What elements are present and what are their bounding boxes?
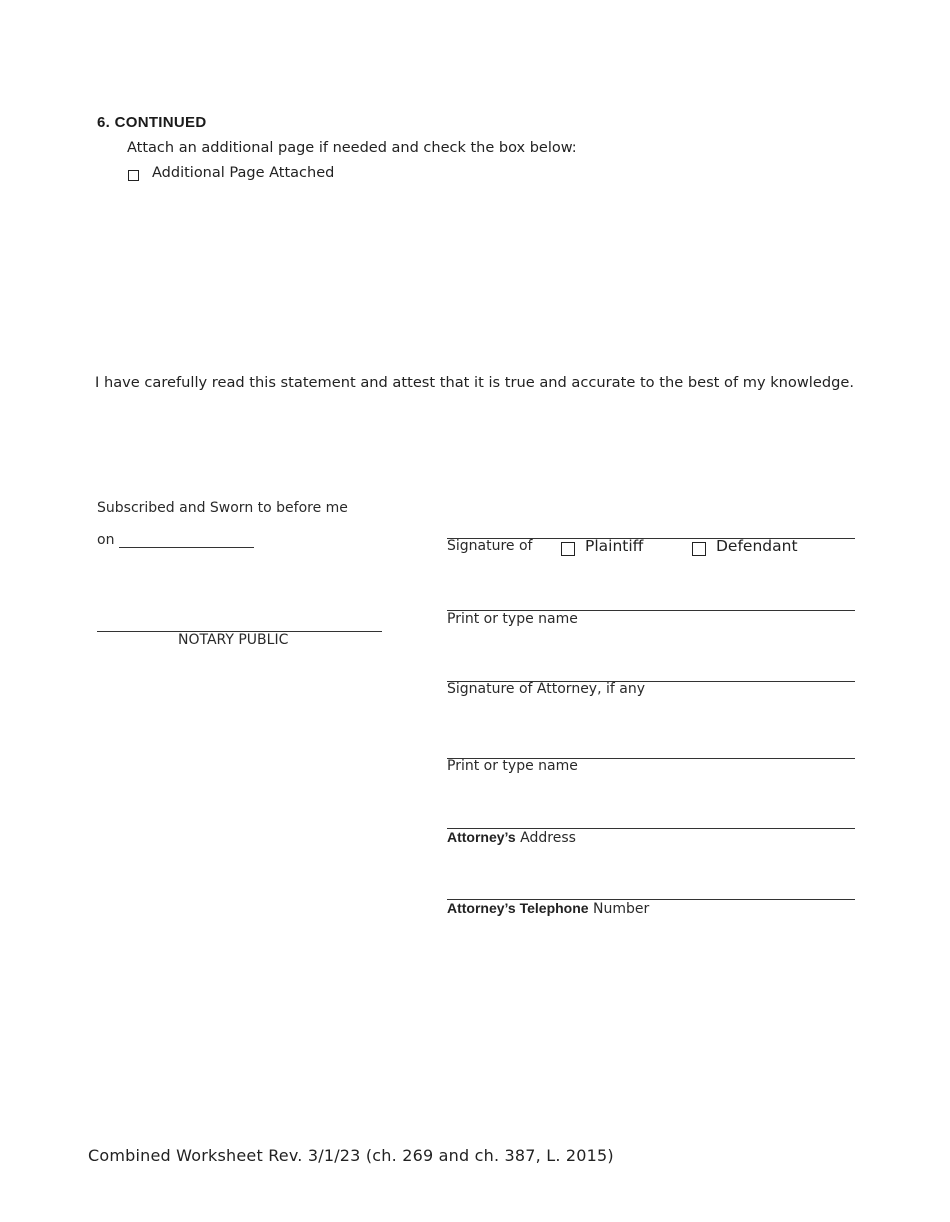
section-title: CONTINUED (114, 114, 207, 131)
attorney-address-rest: Address (520, 830, 576, 846)
attestation-statement: I have carefully read this statement and attest that it is true and accurate to the best of my knowledge. (95, 374, 854, 391)
attorney-address-bold: Attorney’s (447, 829, 516, 845)
attach-instruction: Attach an additional page if needed and check the box below: (127, 140, 577, 156)
print-name-label-1: Print or type name (447, 611, 578, 627)
section-heading (97, 114, 206, 131)
subscribed-sworn-text: Subscribed and Sworn to before me (97, 500, 348, 516)
defendant-label: Defendant (716, 537, 798, 555)
additional-page-label: Additional Page Attached (152, 165, 335, 181)
attorney-phone-bold: Attorney’s Telephone (447, 900, 589, 916)
plaintiff-checkbox[interactable] (561, 542, 575, 556)
section-number: 6. (97, 114, 111, 131)
attorney-phone-label (447, 900, 649, 917)
notary-public-label: NOTARY PUBLIC (178, 632, 289, 648)
form-revision-footer: Combined Worksheet Rev. 3/1/23 (ch. 269 and ch. 387, L. 2015) (88, 1146, 614, 1165)
attorney-phone-rest: Number (593, 901, 650, 917)
signature-of-label: Signature of (447, 538, 533, 554)
on-label: on (97, 532, 115, 548)
sworn-date-field[interactable] (119, 547, 254, 548)
additional-page-checkbox[interactable] (128, 170, 139, 181)
defendant-checkbox[interactable] (692, 542, 706, 556)
plaintiff-label: Plaintiff (585, 537, 644, 555)
attorney-address-label (447, 829, 576, 846)
print-name-label-2: Print or type name (447, 758, 578, 774)
attorney-signature-label: Signature of Attorney, if any (447, 681, 645, 697)
